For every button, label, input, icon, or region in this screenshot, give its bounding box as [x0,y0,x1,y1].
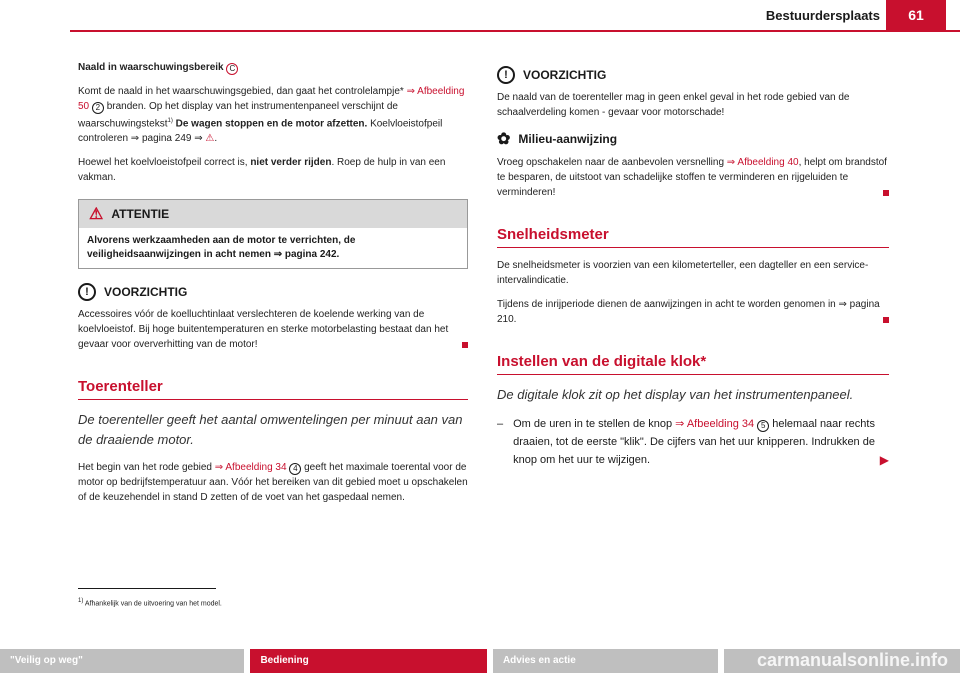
toerenteller-heading: Toerenteller [78,378,468,400]
footnote-ref: 1) [167,118,173,124]
flower-icon: ✿ [497,131,511,148]
link-afbeelding-34[interactable]: ⇒ Afbeelding 34 [675,418,755,430]
milieu-title: Milieu-aanwijzing [518,132,618,146]
footer-tab-advies[interactable]: Advies en actie [493,649,718,673]
snelheidsmeter-p2 [497,297,889,327]
voorzichtig-title: VOORZICHTIG [104,285,188,300]
text: . Roep de hulp in van een vakman. [78,157,446,184]
snelheidsmeter-heading: Snelheidsmeter [497,226,889,248]
attentie-box [78,199,468,269]
attentie-title: ATTENTIE [111,207,170,222]
text: Koelvloeistofpeil controleren ⇒ pagina 249 ⇒ [78,118,443,145]
text: geeft het maximale toerental voor de motor op bedrijfstemperatuur aan. Vóór het bereiken van dit gebied moet u opschakelen of de keuzehendel in stand D zetten of de voet van het gaspedaal nemen. [78,462,468,504]
attentie-body: Alvorens werkzaamheden aan de motor te verrichten, de veiligheidsaanwijzingen in acht nemen ⇒ pagina 242. [87,235,356,261]
klok-heading: Instellen van de digitale klok* [497,353,889,375]
text: De wagen stoppen en de motor afzetten. [172,118,368,130]
naald-paragraph-2 [78,155,468,185]
footnote-rule [78,588,216,589]
toerenteller-lead: De toerenteller geeft het aantal omwentelingen per minuut aan van de draaiende motor. [78,412,463,448]
text: , helpt om brandstof te besparen, de uitstoot van schadelijke stoffen te verminderen en rijgeluiden te verminderen! [497,157,887,198]
milieu-body [497,155,889,200]
klok-step-text [513,415,889,469]
warning-triangle-icon: ⚠ [205,133,215,145]
text: Het begin van het rode gebied [78,462,215,474]
link-afbeelding-50[interactable]: ⇒ Afbeelding 50 [78,86,465,112]
marker-4: 4 [289,463,301,475]
footnote-mark: 1) [78,598,84,604]
continue-arrow-icon: ▶ [879,453,889,467]
attentie-header [79,200,467,228]
link-afbeelding-40[interactable]: ⇒ Afbeelding 40 [726,157,799,168]
klok-lead: De digitale klok zit op het display van het instrumentenpaneel. [497,387,854,402]
naald-heading [78,60,468,75]
text: niet verder rijden [250,157,332,169]
bullet: – [497,418,504,430]
milieu-header [497,129,889,149]
page-header [0,0,960,30]
right-column [497,60,889,469]
voorzichtig-body [78,307,468,352]
marker-c: C [226,63,238,75]
voorzichtig-body-right: De naald van de toerenteller mag in geen enkel geval in het rode gebied van de schaalverdeling komen - gevaar voor motorschade! [497,92,850,118]
text: Om de uren in te stellen de knop [513,418,676,430]
marker-2: 2 [92,102,104,114]
footer-tab-veilig[interactable]: "Veilig op weg" [0,649,244,673]
text: Komt de naald in het waarschuwingsgebied, dan gaat het controlelampje* [78,86,404,97]
toerenteller-paragraph [78,460,468,505]
watermark: carmanualsonline.info [756,650,948,670]
snelheidsmeter-p1: De snelheidsmeter is voorzien van een kilometerteller, een dagteller en een service-intervalindicatie. [497,260,869,286]
text: branden. Op het display van het instrumentenpaneel verschijnt de waarschuwingstekst [78,101,398,130]
text: helemaal naar rechts draaien, tot de eerste "klik". De cijfers van het uur knipperen. Indrukken de knop om het uur te wijzigen. [513,418,875,466]
link-afbeelding-34[interactable]: ⇒ Afbeelding 34 [214,462,287,474]
marker-5: 5 [757,420,769,432]
text: Accessoires vóór de koelluchtinlaat verslechteren de koelende werking van de koelvloeistof. Bij hoge buitentemperaturen en sterke motorbelasting bestaat dan het gevaar voor oververhitting van de motor! [78,309,449,351]
caution-icon: ! [78,283,96,301]
header-rule [70,30,960,32]
section-end-marker [883,317,889,323]
voorzichtig-title: VOORZICHTIG [523,68,607,82]
voorzichtig-header-right [497,66,889,84]
caution-icon: ! [497,66,515,84]
section-end-marker [883,190,889,196]
text: Hoewel het koelvloeistofpeil correct is, [78,157,251,169]
page-number: 61 [886,0,946,30]
naald-heading-text: Naald in waarschuwingsbereik [78,62,224,73]
left-column [78,60,468,514]
section-end-marker [462,342,468,348]
naald-paragraph-1: Komt de naald in het waarschuwingsgebied, dan gaat het controlelampje* ⇒ Afbeelding 50 2 branden. Op het display van het instrumentenpaneel verschijnt de waarschuwingstekst$^{1)}$ De wagen stoppen en de motor afzetten. Koelvloeistofpeil controleren ⇒ pagina 249 ⇒ ⚠. [78,86,465,145]
footer-tab-bediening[interactable]: Bediening [250,649,487,673]
text: Vroeg opschakelen naar de aanbevolen versnelling [497,157,727,168]
warning-triangle-icon: ⚠ [89,206,104,224]
footnote-text: Afhankelijk van de uitvoering van het model. [84,600,222,608]
klok-step [497,415,889,469]
voorzichtig-header [78,283,468,301]
text: Tijdens de inrijperiode dienen de aanwijzingen in acht te worden genomen in ⇒ pagina 210. [497,299,880,325]
footnote [78,598,222,607]
section-title: Bestuurdersplaats [765,8,880,23]
